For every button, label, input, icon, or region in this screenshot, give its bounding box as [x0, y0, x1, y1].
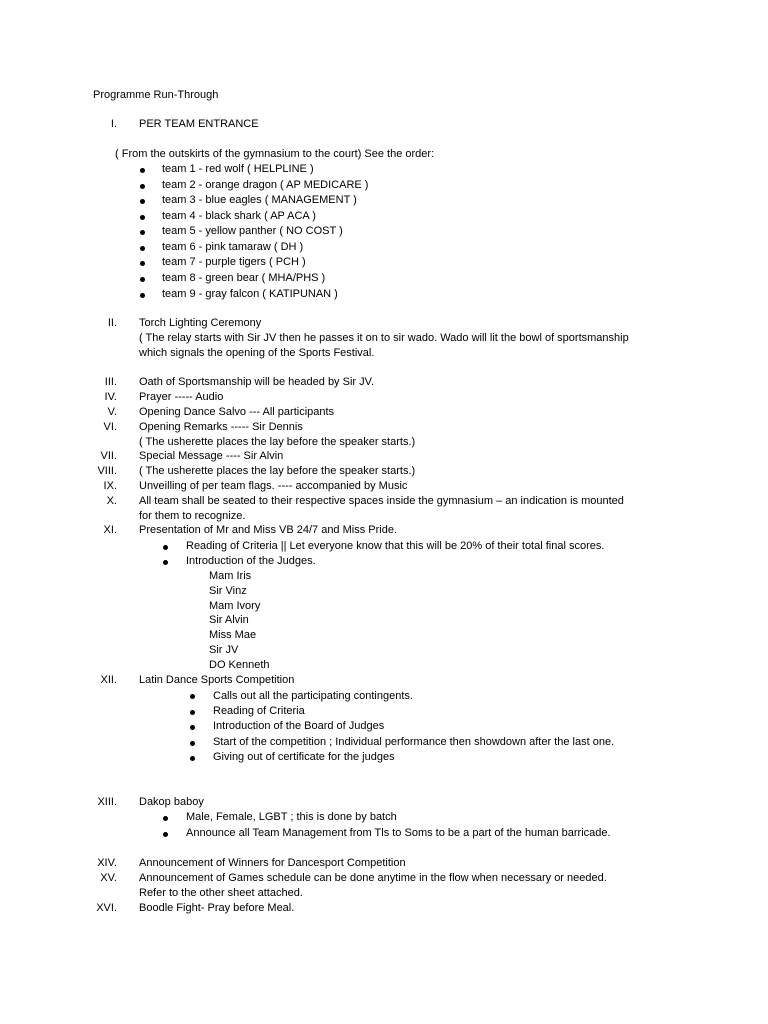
list-item: team 4 - black shark ( AP ACA ) [162, 210, 316, 222]
section-text: Prayer ----- Audio [139, 391, 224, 403]
bullet-icon [190, 694, 195, 699]
section-numeral: VII. [100, 450, 117, 462]
section-numeral: VI. [103, 421, 117, 433]
list-item: Introduction of the Judges. [186, 555, 316, 567]
section-numeral: XIV. [97, 857, 117, 869]
list-item: Reading of Criteria [213, 705, 305, 717]
section-numeral: III. [104, 376, 117, 388]
section-text: Opening Dance Salvo --- All participants [139, 406, 335, 418]
list-item: team 5 - yellow panther ( NO COST ) [162, 225, 343, 237]
page-title: Programme Run-Through [93, 89, 219, 101]
section-text: Boodle Fight- Pray before Meal. [139, 902, 295, 914]
section-text: All team shall be seated to their respective spaces inside the gymnasium – an indication is mounted [139, 495, 624, 507]
list-item: Announce all Team Management from Tls to Soms to be a part of the human barricade. [186, 827, 611, 839]
bullet-icon [190, 725, 195, 730]
list-item: Male, Female, LGBT ; this is done by batch [186, 811, 397, 823]
bullet-icon [190, 741, 195, 746]
section-heading: Presentation of Mr and Miss VB 24/7 and Miss Pride. [139, 524, 398, 536]
judge-name: DO Kenneth [209, 659, 270, 671]
bullet-icon [190, 756, 195, 761]
judge-name: Mam Iris [209, 570, 252, 582]
section-text: Refer to the other sheet attached. [139, 887, 303, 899]
bullet-icon [163, 545, 168, 550]
judge-name: Sir JV [209, 644, 239, 656]
list-item: team 9 - gray falcon ( KATIPUNAN ) [162, 288, 338, 300]
section-heading: Latin Dance Sports Competition [139, 674, 295, 686]
bullet-icon [190, 710, 195, 715]
section-numeral: XI. [103, 524, 117, 536]
section-numeral: V. [107, 406, 117, 418]
bullet-icon [140, 230, 145, 235]
list-item: Calls out all the participating contingents. [213, 690, 413, 702]
bullet-icon [163, 832, 168, 837]
section-numeral: II. [107, 317, 117, 329]
section-numeral: XV. [100, 872, 117, 884]
bullet-icon [140, 215, 145, 220]
bullet-icon [140, 261, 145, 266]
list-item: team 1 - red wolf ( HELPLINE ) [162, 163, 314, 175]
section-text: Special Message ---- Sir Alvin [139, 450, 284, 462]
judge-name: Mam Ivory [209, 600, 261, 612]
list-item: team 7 - purple tigers ( PCH ) [162, 256, 306, 268]
section-text: Announcement of Winners for Dancesport Competition [139, 857, 406, 869]
bullet-icon [140, 293, 145, 298]
list-item: team 6 - pink tamaraw ( DH ) [162, 241, 304, 253]
section-heading: Torch Lighting Ceremony [139, 317, 262, 329]
section-text: Unveilling of per team flags. ---- accompanied by Music [139, 480, 408, 492]
list-item: Start of the competition ; Individual performance then showdown after the last one. [213, 736, 615, 748]
section-heading: Dakop baboy [139, 796, 204, 808]
list-item: team 3 - blue eagles ( MANAGEMENT ) [162, 194, 357, 206]
section-numeral: IX. [103, 480, 117, 492]
list-item: Reading of Criteria || Let everyone know that this will be 20% of their total final scores. [186, 540, 605, 552]
section-numeral: X. [106, 495, 117, 507]
bullet-icon [140, 246, 145, 251]
section-numeral: IV. [104, 391, 117, 403]
section-heading: PER TEAM ENTRANCE [139, 118, 259, 130]
list-item: team 2 - orange dragon ( AP MEDICARE ) [162, 179, 369, 191]
section-text: for them to recognize. [139, 510, 246, 522]
bullet-icon [140, 168, 145, 173]
section-text: ( The usherette places the lay before the speaker starts.) [139, 465, 416, 477]
section-numeral: XVI. [96, 902, 117, 914]
list-item: team 8 - green bear ( MHA/PHS ) [162, 272, 326, 284]
section-text: Announcement of Games schedule can be done anytime in the flow when necessary or needed. [139, 872, 607, 884]
section-numeral: VIII. [97, 465, 117, 477]
bullet-icon [140, 199, 145, 204]
section-intro: ( From the outskirts of the gymnasium to the court) See the order: [115, 148, 435, 160]
bullet-icon [140, 184, 145, 189]
judge-name: Miss Mae [209, 629, 257, 641]
section-numeral: I. [110, 118, 117, 130]
bullet-icon [163, 560, 168, 565]
section-text: which signals the opening of the Sports Festival. [139, 347, 375, 359]
judge-name: Sir Vinz [209, 585, 247, 597]
list-item: Introduction of the Board of Judges [213, 720, 385, 732]
judge-name: Sir Alvin [209, 614, 249, 626]
section-numeral: XII. [100, 674, 117, 686]
section-text: ( The relay starts with Sir JV then he passes it on to sir wado. Wado will lit the bowl of sportsmanship [139, 332, 629, 344]
section-note: ( The usherette places the lay before the speaker starts.) [139, 436, 416, 448]
bullet-icon [140, 277, 145, 282]
section-text: Oath of Sportsmanship will be headed by Sir JV. [139, 376, 375, 388]
list-item: Giving out of certificate for the judges [213, 751, 395, 763]
section-text: Opening Remarks ----- Sir Dennis [139, 421, 303, 433]
section-numeral: XIII. [97, 796, 117, 808]
bullet-icon [163, 816, 168, 821]
